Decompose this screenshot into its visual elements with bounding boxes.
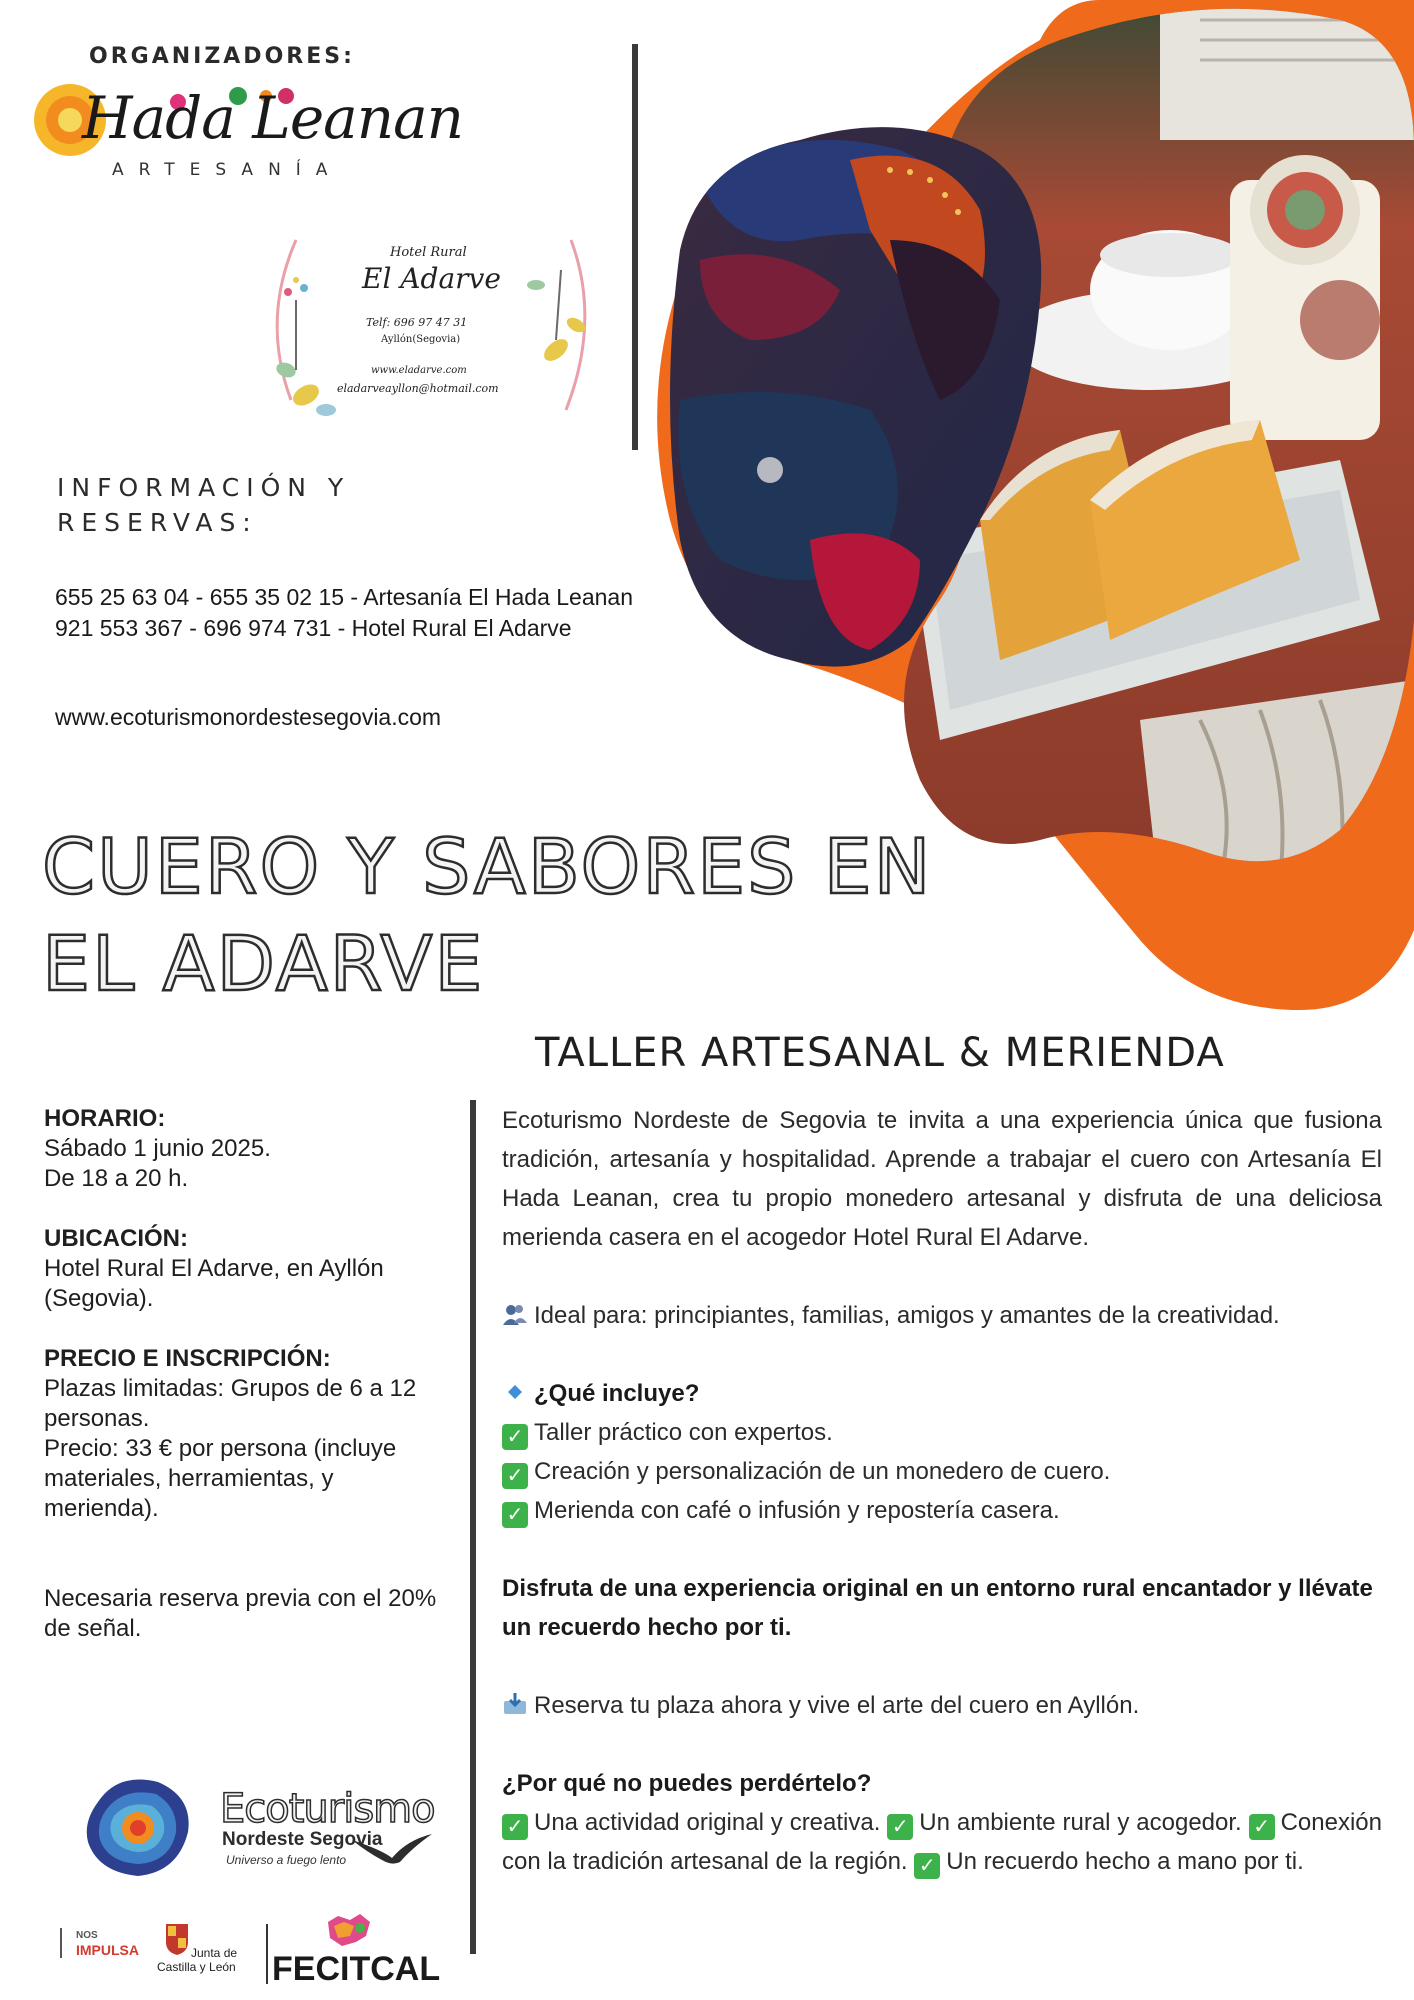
event-title (42, 818, 932, 1012)
organizers-label: ORGANIZADORES: (89, 44, 355, 69)
junta-shield-icon (164, 1922, 190, 1956)
incluye-heading (502, 1374, 1382, 1413)
nos-label: NOS (76, 1930, 98, 1941)
event-title-line2: EL ADARVE (42, 919, 485, 1008)
why-items (502, 1803, 1382, 1881)
footer-divider-2 (266, 1924, 268, 1984)
ubicacion-label: UBICACIÓN: (44, 1225, 188, 1252)
horario-block (44, 1104, 444, 1194)
ecoturismo-logo-mark (78, 1772, 198, 1882)
top-divider (632, 44, 638, 450)
precio-text: Precio: 33 € por persona (incluye materiales, herramientas, y merienda). (44, 1435, 397, 1522)
hotel-card-label: Hotel Rural (390, 245, 467, 260)
hotel-card-town: Ayllón(Segovia) (381, 334, 461, 345)
incluye-item-text: Creación y personalización de un monedero de cuero. (534, 1458, 1111, 1485)
hotel-card-email[interactable]: eladarveayllon@hotmail.com (337, 382, 499, 395)
incluye-item (502, 1452, 1382, 1491)
why-item: Un ambiente rural y acogedor. (919, 1809, 1242, 1836)
hada-leanan-name: Hada Leanan (82, 84, 464, 152)
contact-line-hada[interactable]: 655 25 63 04 - 655 35 02 15 - Artesanía El Hada Leanan (55, 584, 633, 610)
ecoturismo-tagline: Universo a fuego lento (226, 1853, 347, 1867)
impulsa-label: IMPULSA (76, 1942, 139, 1958)
why-label: ¿Por qué no puedes perdértelo? (502, 1770, 872, 1797)
why-item: Una actividad original y creativa. (534, 1809, 881, 1836)
check-icon: ✓ (502, 1814, 528, 1840)
middle-divider (470, 1100, 476, 1954)
ideal-line (502, 1296, 1382, 1335)
hotel-card-web[interactable]: www.eladarve.com (371, 365, 467, 376)
footer-divider-1 (60, 1928, 62, 1958)
reserva-cta-text: Reserva tu plaza ahora y vive el arte del cuero en Ayllón. (534, 1692, 1140, 1719)
hotel-adarve-card-decoration (266, 230, 596, 430)
website-link[interactable]: www.ecoturismonordestesegovia.com (55, 704, 442, 730)
people-icon (502, 1301, 528, 1327)
diamond-icon (502, 1379, 528, 1405)
fecitcal-label: FECITCAL (272, 1950, 441, 1988)
incluye-item (502, 1491, 1382, 1530)
horario-time: De 18 a 20 h. (44, 1165, 189, 1192)
horario-label: HORARIO: (44, 1105, 166, 1132)
hotel-card-phone: Telf: 696 97 47 31 (366, 316, 468, 329)
event-title-line1: CUERO Y SABORES EN (42, 822, 933, 911)
inbox-tray-icon (502, 1691, 528, 1717)
why-item: Un recuerdo hecho a mano por ti. (946, 1848, 1304, 1875)
check-icon: ✓ (887, 1814, 913, 1840)
check-icon: ✓ (1249, 1814, 1275, 1840)
contact-lines (55, 582, 633, 644)
incluye-item (502, 1413, 1382, 1452)
contact-line-hotel[interactable]: 921 553 367 - 696 974 731 - Hotel Rural El Adarve (55, 615, 572, 641)
incluye-item-text: Taller práctico con expertos. (534, 1419, 833, 1446)
incluye-item-text: Merienda con café o infusión y repostería casera. (534, 1497, 1060, 1524)
ecoturismo-subtitle: Nordeste Segovia (222, 1829, 383, 1850)
precio-plazas: Plazas limitadas: Grupos de 6 a 12 personas. (44, 1375, 417, 1432)
ubicacion-text: Hotel Rural El Adarve, en Ayllón (Segovia). (44, 1255, 384, 1312)
ecoturismo-title: Ecoturismo (220, 1786, 435, 1832)
reserva-cta (502, 1686, 1382, 1725)
hotel-card-name: El Adarve (362, 262, 501, 295)
junta-line2: Castilla y León (157, 1960, 236, 1974)
horario-date: Sábado 1 junio 2025. (44, 1135, 271, 1162)
info-heading-line2: RESERVAS: (57, 508, 258, 537)
event-description (502, 1101, 1382, 1881)
info-heading-line1: INFORMACIÓN Y (57, 473, 351, 502)
event-subtitle: TALLER ARTESANAL & MERIENDA (535, 1030, 1225, 1076)
check-icon: ✓ (502, 1463, 528, 1489)
why-item: Conexión con la tradición artesanal de la región. (502, 1809, 1382, 1875)
precio-label: PRECIO E INSCRIPCIÓN: (44, 1345, 331, 1372)
ideal-text: Ideal para: principiantes, familias, amigos y amantes de la creatividad. (534, 1302, 1280, 1329)
reserva-text: Necesaria reserva previa con el 20% de señal. (44, 1585, 437, 1642)
ubicacion-block (44, 1224, 444, 1314)
highlight-text: Disfruta de una experiencia original en un entorno rural encantador y llévate un recuerdo hecho por ti. (502, 1575, 1373, 1641)
hada-leanan-subtitle: ARTESANÍA (112, 160, 343, 180)
check-icon: ✓ (502, 1502, 528, 1528)
check-icon: ✓ (914, 1853, 940, 1879)
description-intro: Ecoturismo Nordeste de Segovia te invita a una experiencia única que fusiona tradición, artesanía y hospitalidad. Aprende a trabajar el cuero con Artesanía El Hada Leanan, crea tu propio monedero artesanal y disfruta de una deliciosa merienda casera en el acogedor Hotel Rural El Adarve. (502, 1107, 1382, 1251)
junta-line1: Junta de (191, 1946, 238, 1960)
event-details (44, 1104, 444, 1644)
precio-block (44, 1344, 444, 1524)
info-heading (57, 470, 350, 540)
check-icon: ✓ (502, 1424, 528, 1450)
vulture-icon (352, 1830, 432, 1870)
incluye-label: ¿Qué incluye? (534, 1380, 700, 1407)
